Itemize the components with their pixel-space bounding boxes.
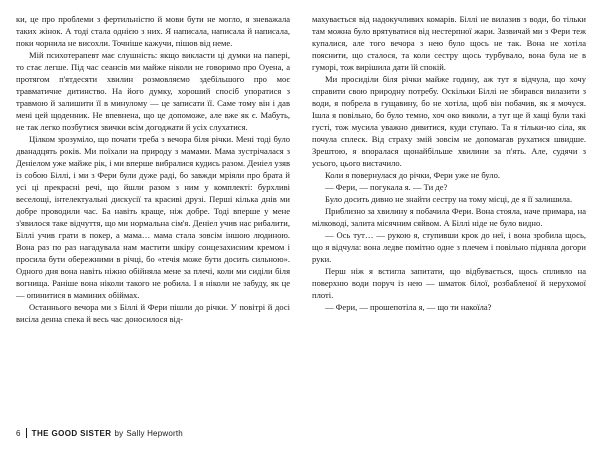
paragraph: Перш ніж я встигла запитати, що відбувається, щось спливло на поверхню води поруч із нею — шматок білої, розбабленої й нерухомої плоті. xyxy=(312,266,586,301)
byline-word: by xyxy=(114,428,124,438)
right-text-column xyxy=(312,13,586,313)
paragraph: Мій психотерапевт має слушність: якщо викласти ці думки на папері, то стає легше. Під час сеансів ми майже ніколи не говоримо про Оуена, а протягом п'ятдесяти хвилин розмовляємо здебільшого про моє травматичне дитинство. На його думку, хороший спосіб упоратися з травмою й залишити її в минулому — це записати її. Саме тому він і дав мені цей щоденник. Не впевнена, що це допоможе, але вже як є. Мабуть, не так легко позбутися звички всім догоджати й усіх слухатися. xyxy=(16,50,290,133)
dialogue-line: — Фери, — погукала я. — Ти де? xyxy=(325,182,448,193)
paragraph: Останнього вечора ми з Біллі й Фери пішли до річки. У повітрі й досі висіла денна спека й весь час доносилося від- xyxy=(16,302,290,325)
left-text-column xyxy=(16,13,290,325)
paragraph: Ми просиділи біля річки майже годину, аж тут я відчула, що хочу справити свою природну потребу. Оскільки Біллі не збирався вилазити з води, я побрела в гущавину, бо не хотіла, щоб він побачив, як я мочуся. Ішла я повільно, бо було темно, хоч око виколи, а тут ще й хащі були такі густі, тож мусила уважно дивитися, куди ступаю. Та я тільки-но сіла, як почула сплеск. Від страху змій зовсім не допомагав рухатися швидше. Зрештою, я впоралася щонайбільше хвилини за п'ять. Але, судячи з усього, цього вистачило. xyxy=(312,74,586,169)
paragraph: ки, це про проблеми з фертильністю й мови бути не могло, я зневажала таких жінок. А тоді стала однією з них. Я написала, написала й написала, поки чорнила не висохли. Точніше кажучи, пішов від неме. xyxy=(16,14,290,49)
book-title: THE GOOD SISTER xyxy=(31,428,112,438)
paragraph: Приблизно за хвилину я побачила Фери. Вона стояла, наче примара, на мілководі, залита місячним сяйвом. А Біллі ніде не було видно. xyxy=(312,206,586,229)
dialogue-line: — Ось тут… — рукою я, ступивши крок до неї, і вона зробила щось, що я відчула: вона ледве помітно одне з плечем і повільно підняла догори руки. xyxy=(312,230,586,265)
page-footer xyxy=(16,428,183,438)
dialogue-line: — Фери, — прошепотіла я, — що ти накоїла? xyxy=(325,302,492,313)
footer-divider xyxy=(26,428,27,438)
paragraph: Цілком зрозуміло, що почати треба з вечора біля річки. Мені тоді було дванадцять років. Ми поїхали на природу з мамами. Мама зустрічалася з Деніелом уже майже рік, і ми вперше вибралися кудись разом. Деніел узяв із собою Біллі, і ми з Фери були дуже раді, бо завжди мріяли про брата й усі ці прекрасні речі, що йшли разом з ним у комплекті: бурхливі веселощі, інтелектуальні дискусії та красиві друзі. Перші кілька днів ми добре проводили час. Ба навіть краще, ніж добре. Тоді вперше у мене з'явилося таке відчуття, що ми нормальна сім'я. Деніел учив нас рибалити, Біллі учив грати в покер, а мама… мама стала зовсім іншою людиною. Вона раз по раз нагадувала нам мастити шкіру сонцезахисним кремом і просила бути обережними в річці, бо «течія може бути досить сильною». Одного дня вона навіть ніжно обійняла мене за плечі, коли ми сиділи біля вогнища. Раніше вона ніколи такого не робила. І я ніколи не забуду, як це — опинитися в маминих обіймах. xyxy=(16,134,290,301)
page-number: 6 xyxy=(16,428,21,438)
author-name: Sally Hepworth xyxy=(126,428,183,438)
paragraph: Було досить дивно не знайти сестру на тому місці, де я її залишила. xyxy=(325,194,573,205)
paragraph: махувається від надокучливих комарів. Біллі не вилазив з води, бо тільки там можна було врятуватися від нестерпної жари. Зазвичай ми з Фери теж купалися, але того вечора з нею було щось не так. Вона не хотіла пояснити, що сталося, та коли сестру щось турбувало, вона була не в гуморі, тож вирішила дати їй спокій. xyxy=(312,14,586,73)
paragraph: Коли я повернулася до річки, Фери уже не було. xyxy=(325,170,500,181)
